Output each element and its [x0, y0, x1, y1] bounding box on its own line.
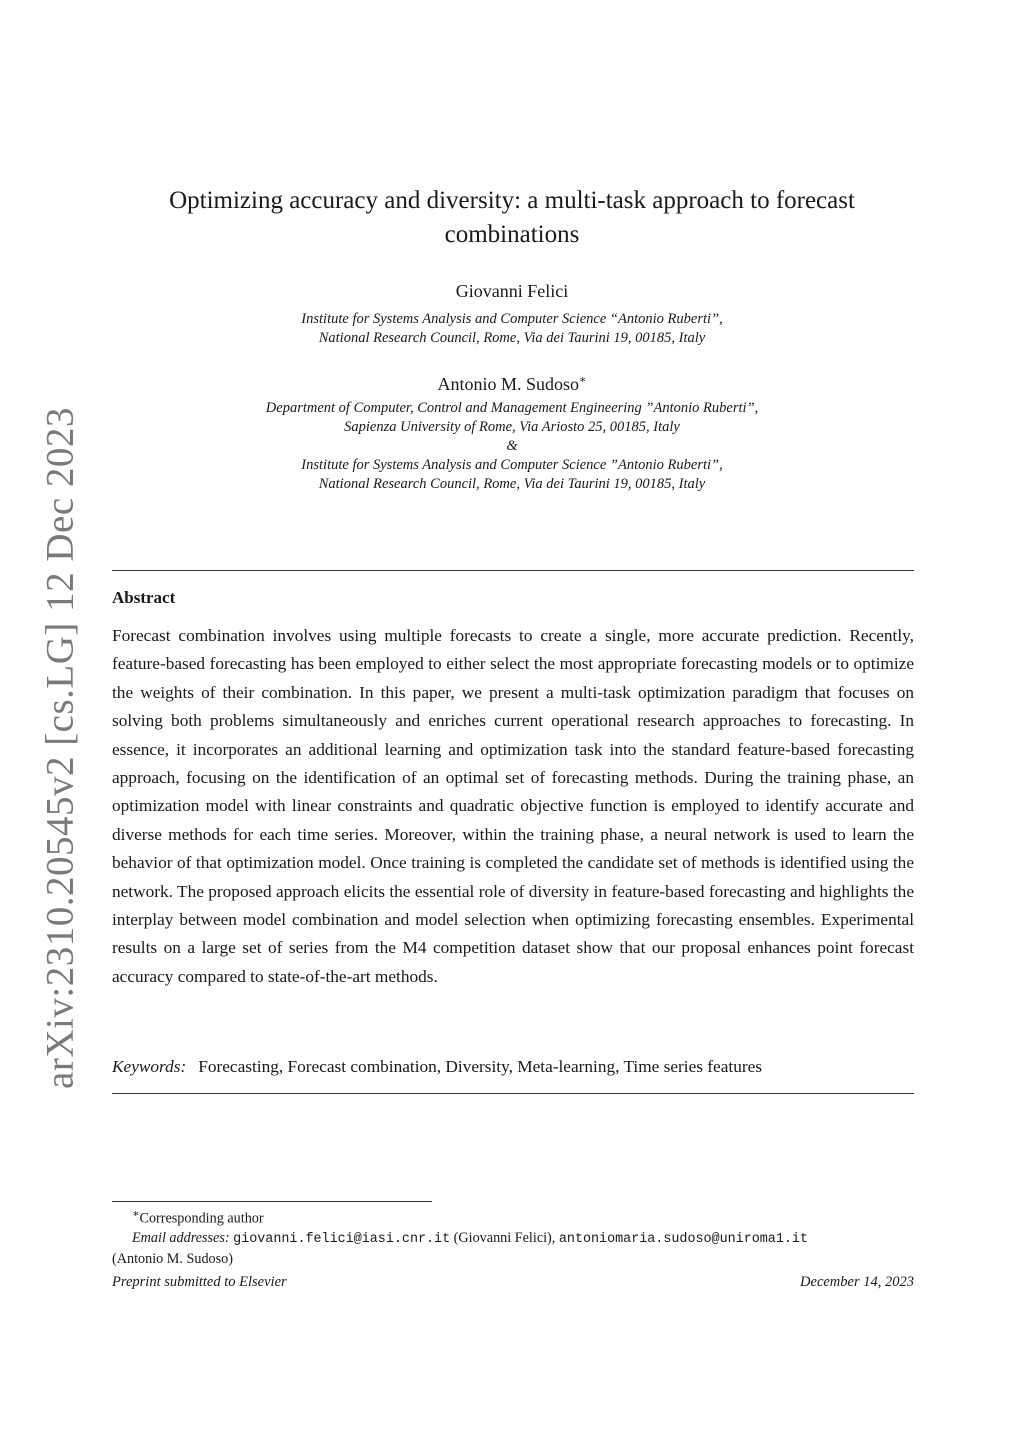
- arxiv-identifier: arXiv:2310.20545v2 [cs.LG] 12 Dec 2023: [38, 407, 82, 1089]
- keywords-label: Keywords:: [112, 1057, 187, 1076]
- author-affiliation: [112, 310, 912, 348]
- corresponding-mark: ∗: [579, 374, 587, 386]
- affiliation-line: Institute for Systems Analysis and Computer Science ”Antonio Ruberti”,: [301, 457, 723, 473]
- affiliation-line: National Research Council, Rome, Via dei Taurini 19, 00185, Italy: [318, 330, 706, 346]
- email-label: Email addresses:: [132, 1230, 230, 1247]
- footnote-rule: [112, 1201, 432, 1202]
- author-name: Giovanni Felici: [455, 281, 569, 301]
- preprint-date: December 14, 2023: [800, 1274, 914, 1290]
- footnotes: [112, 1205, 914, 1269]
- affiliation-line: &: [506, 438, 518, 454]
- author-name: [112, 369, 912, 395]
- paper-title: Optimizing accuracy and diversity: a multi-task approach to forecast combinations: [169, 187, 855, 248]
- author-affiliation: [112, 399, 912, 494]
- affiliation-line: Institute for Systems Analysis and Computer Science “Antonio Ruberti”,: [301, 311, 723, 327]
- email-addresses-note: [112, 1229, 914, 1250]
- affiliation-line: Sapienza University of Rome, Via Ariosto 25, 00185, Italy: [344, 419, 680, 435]
- preprint-footer: [112, 1274, 914, 1291]
- abstract-text: Forecast combination involves using multiple forecasts to create a single, more accurate prediction. Recently, feature-based forecasting has been employed to either select the most appropriate forecasting models or to optimize the weights of their combination. In this paper, we present a multi-task optimization paradigm that focuses on solving both problems simultaneously and enriches current operational research approaches to forecasting. In essence, it incorporates an additional learning and optimization task into the standard feature-based forecasting approach, focusing on the identification of an optimal set of forecasting methods. During the training phase, an optimization model with linear constraints and quadratic objective function is employed to identify accurate and diverse methods for each time series. Moreover, within the training phase, a neural network is used to learn the behavior of that optimization model. Once training is completed the candidate set of methods is identified using the network. The proposed approach elicits the essential role of diversity in feature-based forecasting and highlights the interplay between model combination and model selection when optimizing forecasting ensembles. Experimental results on a large set of series from the M4 competition dataset show that our proposal enhances point forecast accuracy compared to state-of-the-art methods.: [112, 626, 914, 986]
- author-name-text: Antonio M. Sudoso: [437, 374, 580, 394]
- keywords-text: Forecasting, Forecast combination, Diversity, Meta-learning, Time series features: [198, 1057, 762, 1076]
- abstract-top-rule: [112, 570, 914, 571]
- corresponding-author-note: [112, 1205, 914, 1229]
- preprint-venue: Preprint submitted to Elsevier: [112, 1274, 287, 1290]
- affiliation-line: National Research Council, Rome, Via dei Taurini 19, 00185, Italy: [318, 476, 706, 492]
- email-owner: (Antonio M. Sudoso): [112, 1250, 233, 1267]
- keywords: [112, 1054, 914, 1080]
- email-link[interactable]: antoniomaria.sudoso@uniroma1.it: [558, 1232, 808, 1248]
- email-owner: (Giovanni Felici),: [453, 1230, 556, 1247]
- affiliation-line: Department of Computer, Control and Management Engineering ”Antonio Ruberti”,: [265, 400, 759, 416]
- abstract-bottom-rule: [112, 1093, 914, 1094]
- email-link[interactable]: giovanni.felici@iasi.cnr.it: [233, 1232, 451, 1248]
- abstract-heading: Abstract: [112, 588, 176, 607]
- footnote-mark: ∗: [132, 1208, 140, 1220]
- footnote-text: Corresponding author: [139, 1210, 264, 1227]
